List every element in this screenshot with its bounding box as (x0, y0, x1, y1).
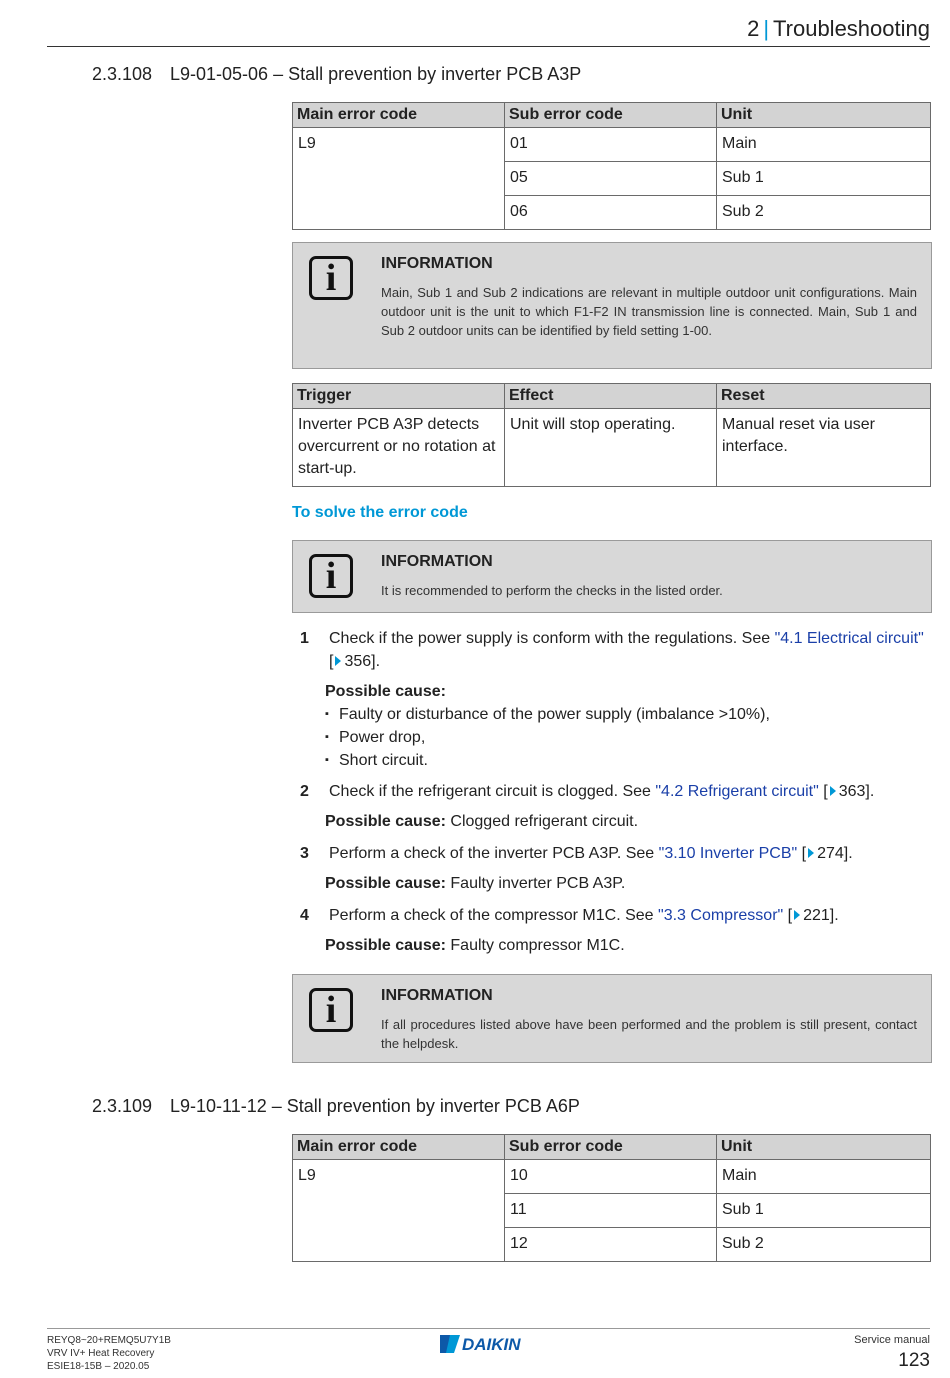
information-text: If all procedures listed above have been performed and the problem is still present, contact the helpdesk. (381, 1017, 917, 1051)
page-ref-link[interactable]: 274 (817, 845, 844, 862)
page-ref-arrow-icon (830, 786, 836, 796)
bracket-close: ]. (865, 783, 875, 800)
possible-cause-text: Faulty compressor M1C. (445, 937, 625, 954)
sub-code-cell: 05 (505, 162, 717, 196)
sub-code-cell: 12 (505, 1228, 717, 1262)
step-number: 2 (300, 783, 309, 800)
information-box-1 (292, 242, 932, 369)
unit-cell: Sub 1 (717, 1194, 931, 1228)
step-number: 3 (300, 845, 309, 862)
section-heading-1 (92, 64, 581, 85)
possible-cause-text: Faulty inverter PCB A3P. (445, 875, 626, 892)
step-number: 4 (300, 907, 309, 924)
step-2 (300, 780, 931, 803)
information-icon: i (309, 554, 353, 598)
trigger-cell: Inverter PCB A3P detects overcurrent or no rotation at start-up. (293, 409, 505, 487)
effect-cell: Unit will stop operating. (505, 409, 717, 487)
page-ref-arrow-icon (808, 848, 814, 858)
information-title: INFORMATION (381, 987, 493, 1004)
bracket-open: [ (797, 845, 807, 862)
list-item: ▪ Short circuit. (325, 749, 770, 772)
footer-product: VRV IV+ Heat Recovery (47, 1348, 155, 1359)
possible-cause-text: Clogged refrigerant circuit. (445, 813, 639, 830)
col-header-unit: Unit (717, 1135, 931, 1160)
unit-cell: Main (717, 1160, 931, 1194)
col-header-trigger: Trigger (293, 384, 505, 409)
unit-cell: Main (717, 128, 931, 162)
col-header-reset: Reset (717, 384, 931, 409)
table-row (293, 1160, 931, 1194)
section-title: L9-10-11-12 – Stall prevention by inverter PCB A6P (170, 1096, 580, 1116)
bracket-close: ]. (829, 907, 839, 924)
bracket-open: [ (818, 783, 828, 800)
section-heading-2 (92, 1096, 580, 1117)
table-header-row (293, 103, 931, 128)
refrigerant-circuit-link[interactable]: "4.2 Refrigerant circuit" (655, 783, 819, 800)
header-divider (47, 46, 930, 47)
page-ref-link[interactable]: 356 (344, 653, 372, 670)
header-separator: | (763, 16, 770, 41)
footer-divider (47, 1328, 930, 1329)
table-header-row (293, 384, 931, 409)
reset-cell: Manual reset via user interface. (717, 409, 931, 487)
col-header-main: Main error code (293, 103, 505, 128)
footer-model: REYQ8~20+REMQ5U7Y1B (47, 1335, 171, 1346)
step-text: Check if the power supply is conform with the regulations. See (329, 630, 775, 647)
step-4 (300, 904, 931, 927)
information-text: It is recommended to perform the checks in the listed order. (381, 583, 723, 598)
compressor-link[interactable]: "3.3 Compressor" (658, 907, 784, 924)
page-ref-arrow-icon (335, 656, 341, 666)
cause-list (325, 703, 770, 772)
page-ref-arrow-icon (794, 910, 800, 920)
table-row (293, 128, 931, 162)
possible-cause-label: Possible cause: (325, 875, 446, 892)
bracket-open: [ (329, 653, 334, 670)
step-text: Perform a check of the compressor M1C. See (329, 907, 659, 924)
sub-code-cell: 10 (505, 1160, 717, 1194)
information-box-3 (292, 974, 932, 1063)
possible-cause (325, 872, 625, 895)
step-number: 1 (300, 630, 309, 647)
col-header-sub: Sub error code (505, 1135, 717, 1160)
error-code-table-1 (292, 102, 931, 230)
table-header-row (293, 1135, 931, 1160)
unit-cell: Sub 2 (717, 1228, 931, 1262)
information-title: INFORMATION (381, 553, 493, 570)
step-1 (300, 627, 931, 673)
table-row (293, 409, 931, 487)
electrical-circuit-link[interactable]: "4.1 Electrical circuit" (774, 630, 924, 647)
section-number: 2.3.109 (92, 1096, 153, 1116)
sub-code-cell: 06 (505, 196, 717, 230)
possible-cause-label: Possible cause: (325, 683, 446, 700)
page-ref-link[interactable]: 221 (803, 907, 830, 924)
page-ref-link[interactable]: 363 (838, 783, 866, 800)
error-code-table-2 (292, 1134, 931, 1262)
step-3 (300, 842, 931, 865)
inverter-pcb-link[interactable]: "3.10 Inverter PCB" (658, 845, 798, 862)
step-text: Perform a check of the inverter PCB A3P. See (329, 845, 659, 862)
col-header-main: Main error code (293, 1135, 505, 1160)
col-header-effect: Effect (505, 384, 717, 409)
footer-doc-type: Service manual (854, 1334, 930, 1346)
step-text: Check if the refrigerant circuit is clogged. See (329, 783, 656, 800)
page-number: 123 (898, 1350, 930, 1371)
information-icon: i (309, 256, 353, 300)
bracket-open: [ (783, 907, 793, 924)
chapter-title: Troubleshooting (773, 16, 930, 41)
list-item: ▪ Faulty or disturbance of the power supply (imbalance >10%), (325, 703, 770, 726)
solve-heading: To solve the error code (292, 504, 468, 521)
footer-document-info (47, 1334, 171, 1373)
possible-cause (325, 810, 638, 833)
possible-cause-label: Possible cause: (325, 813, 446, 830)
list-item: ▪ Power drop, (325, 726, 770, 749)
information-title: INFORMATION (381, 255, 493, 272)
chapter-number: 2 (747, 16, 760, 41)
trigger-table (292, 383, 931, 487)
main-code-cell: L9 (293, 128, 505, 230)
unit-cell: Sub 2 (717, 196, 931, 230)
bracket-close: ]. (843, 845, 853, 862)
main-code-cell: L9 (293, 1160, 505, 1262)
bracket-close: ]. (371, 653, 381, 670)
possible-cause (325, 934, 625, 957)
possible-cause-label: Possible cause: (325, 937, 446, 954)
sub-code-cell: 11 (505, 1194, 717, 1228)
chapter-header (747, 16, 930, 42)
section-title: L9-01-05-06 – Stall prevention by inverter PCB A3P (170, 64, 582, 84)
sub-code-cell: 01 (505, 128, 717, 162)
information-text: Main, Sub 1 and Sub 2 indications are relevant in multiple outdoor unit configurations. Main outdoor unit is the unit to which F1-F2 IN transmission line is connected. Main, Sub 1 and Sub 2 outdoor units can be identified by field setting 1-00. (381, 285, 917, 338)
daikin-logo (438, 1333, 542, 1360)
col-header-sub: Sub error code (505, 103, 717, 128)
section-number: 2.3.108 (92, 64, 153, 84)
information-box-2 (292, 540, 932, 613)
footer-doc-id: ESIE18-15B – 2020.05 (47, 1361, 150, 1372)
col-header-unit: Unit (717, 103, 931, 128)
information-icon: i (309, 988, 353, 1032)
unit-cell: Sub 1 (717, 162, 931, 196)
svg-text:DAIKIN: DAIKIN (462, 1335, 521, 1354)
